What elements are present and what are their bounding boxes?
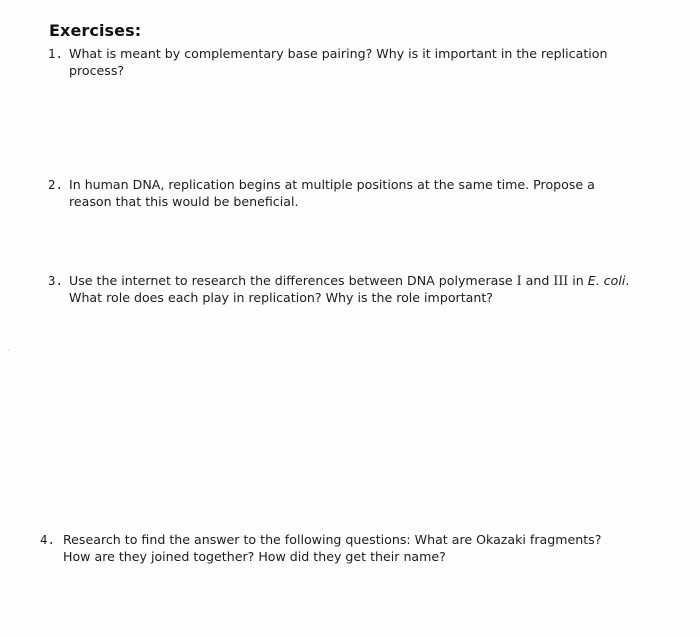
exercise-number: 1. bbox=[48, 46, 63, 61]
exercise-question bbox=[63, 531, 663, 565]
question-text: Use the internet to research the differences between DNA polymerase bbox=[69, 273, 517, 288]
scan-speck bbox=[8, 349, 10, 351]
question-text: . bbox=[625, 273, 630, 288]
exercise-number: 3. bbox=[48, 273, 63, 288]
exercise-question bbox=[69, 272, 679, 306]
exercise-3 bbox=[48, 272, 679, 306]
question-line: What role does each play in replication? Why is the role important? bbox=[69, 290, 493, 305]
roman-numeral: I bbox=[516, 273, 522, 288]
exercises-heading: Exercises: bbox=[49, 21, 142, 40]
question-line bbox=[69, 272, 679, 289]
question-line: What is meant by complementary base pairing? Why is it important in the replication bbox=[69, 46, 608, 61]
exercise-2 bbox=[48, 176, 649, 210]
exercise-number: 4. bbox=[40, 532, 55, 547]
exercise-4 bbox=[40, 531, 663, 565]
roman-numeral: III bbox=[553, 273, 569, 288]
question-line: process? bbox=[69, 63, 125, 78]
exercise-question bbox=[69, 45, 659, 79]
question-line: reason that this would be beneficial. bbox=[69, 194, 299, 209]
exercise-1 bbox=[48, 45, 659, 79]
exercise-number: 2. bbox=[48, 177, 63, 192]
question-line: How are they joined together? How did they get their name? bbox=[63, 549, 446, 564]
question-line: In human DNA, replication begins at multiple positions at the same time. Propose a bbox=[69, 177, 595, 192]
question-text: and bbox=[521, 273, 554, 288]
question-line: Research to find the answer to the following questions: What are Okazaki fragments? bbox=[63, 532, 602, 547]
question-text: in bbox=[568, 273, 588, 288]
species-name: E. coli bbox=[587, 273, 626, 288]
exercise-question bbox=[69, 176, 649, 210]
